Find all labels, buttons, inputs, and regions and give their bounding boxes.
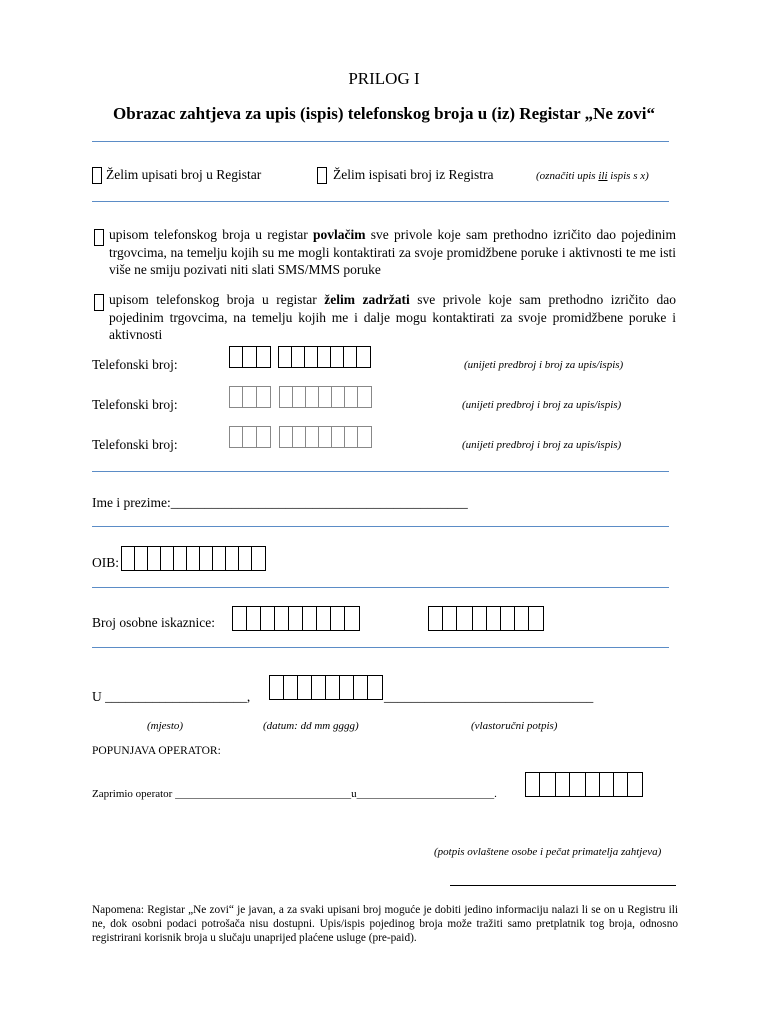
date-boxes[interactable]: [269, 675, 383, 700]
upis-checkbox[interactable]: [92, 167, 102, 184]
phone-number-boxes[interactable]: [278, 346, 371, 368]
stamp-signature-line[interactable]: [450, 885, 676, 886]
id-card-label: Broj osobne iskaznice:: [92, 615, 215, 630]
footnote: Napomena: Registar „Ne zovi“ je javan, a za svaki upisani broj moguće je dobiti jedino informaciju nalazi li se on u Registru ili ne, dok osobni podaci potrošača nisu dostupni. Upis/ispis pojedinog broja može tražiti samo pretplatnik tog broja, odnosno registrirani korisnik broja u slučaju unaprijed plaćene usluge (pre-paid).: [92, 904, 678, 944]
operator-date-boxes[interactable]: [525, 772, 643, 797]
consent-withdraw-checkbox[interactable]: [94, 229, 104, 246]
consent-withdraw-text: upisom telefonskog broja u registar povlačim sve privole koje sam prethodno izričito dao pojedinim trgovcima, na temelju kojih su me mogli kontaktirati za svoje promidžbene poruke i aktivnosti te me isti više ne smiju pozivati niti slati SMS/MMS poruke: [109, 227, 676, 277]
operator-received-line[interactable]: Zaprimio operator ________________________________u_________________________.: [92, 788, 497, 800]
oib-boxes[interactable]: [121, 546, 266, 571]
id-card-extra-boxes[interactable]: [428, 606, 544, 631]
name-field[interactable]: Ime i prezime:____________________________________________: [92, 495, 468, 510]
signature-field[interactable]: _______________________________: [384, 689, 594, 704]
divider: [92, 526, 669, 527]
oib-label: OIB:: [92, 555, 119, 570]
divider: [92, 587, 669, 588]
divider: [92, 471, 669, 472]
ispis-label: Želim ispisati broj iz Registra: [333, 167, 494, 182]
phone-prefix-boxes[interactable]: [229, 346, 271, 368]
place-field[interactable]: U _____________________,: [92, 689, 251, 704]
caption-place: (mjesto): [147, 720, 184, 732]
appendix-label: PRILOG I: [348, 69, 420, 88]
upis-label: Želim upisati broj u Registar: [106, 167, 262, 182]
phone-number-boxes[interactable]: [279, 426, 372, 448]
id-card-boxes[interactable]: [232, 606, 360, 631]
phone-number-boxes[interactable]: [279, 386, 372, 408]
divider: [92, 201, 669, 202]
mark-hint: (označiti upis ili ispis s x): [536, 170, 649, 182]
phone-label: Telefonski broj:: [92, 397, 178, 412]
consent-keep-checkbox[interactable]: [94, 294, 104, 311]
phone-prefix-boxes[interactable]: [229, 426, 271, 448]
operator-heading: POPUNJAVA OPERATOR:: [92, 745, 221, 757]
caption-signature: (vlastoručni potpis): [471, 720, 558, 732]
phone-hint: (unijeti predbroj i broj za upis/ispis): [462, 439, 622, 451]
stamp-caption: (potpis ovlaštene osobe i pečat primatelja zahtjeva): [434, 846, 662, 858]
divider: [92, 141, 669, 142]
phone-label: Telefonski broj:: [92, 437, 178, 452]
phone-label: Telefonski broj:: [92, 357, 178, 372]
divider: [92, 647, 669, 648]
phone-prefix-boxes[interactable]: [229, 386, 271, 408]
form-title: Obrazac zahtjeva za upis (ispis) telefonskog broja u (iz) Registar „Ne zovi“: [113, 104, 655, 123]
consent-keep-text: upisom telefonskog broja u registar želim zadržati sve privole koje sam prethodno izričito dao pojedinim trgovcima, na temelju kojih me i dalje mogu kontaktirati za svoje promidžbene poruke i aktivnosti: [109, 292, 677, 342]
phone-hint: (unijeti predbroj i broj za upis/ispis): [462, 399, 622, 411]
phone-hint: (unijeti predbroj i broj za upis/ispis): [464, 359, 624, 371]
ispis-checkbox[interactable]: [317, 167, 327, 184]
caption-date: (datum: dd mm gggg): [263, 720, 359, 732]
